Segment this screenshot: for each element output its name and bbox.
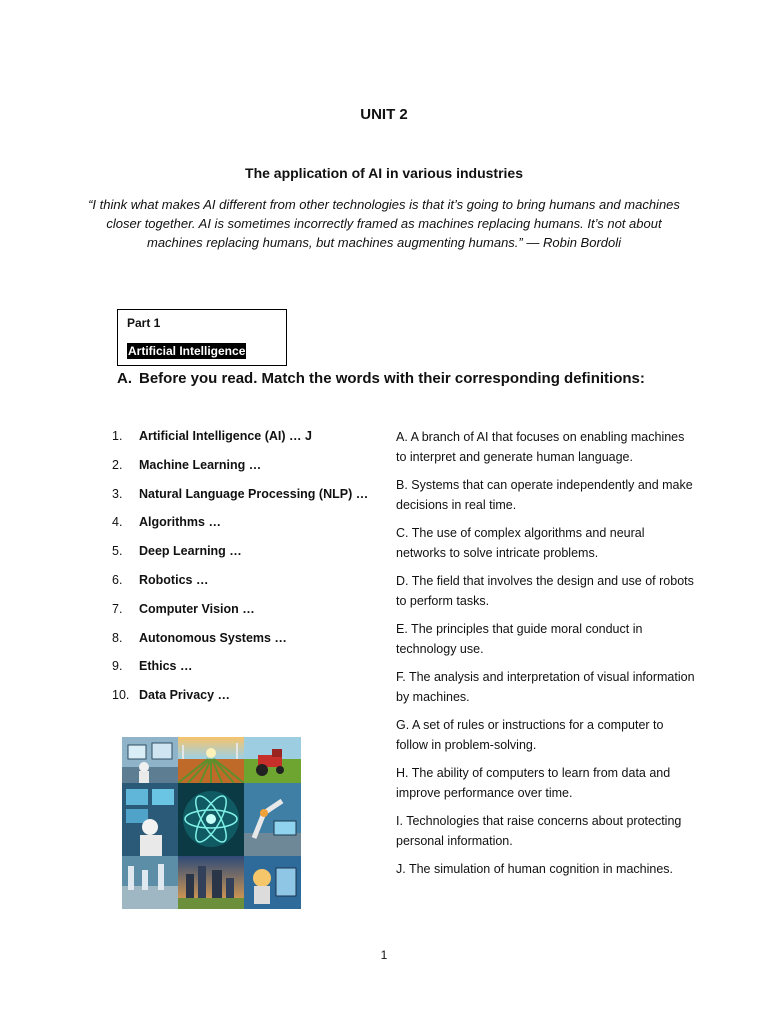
definition-item: G. A set of rules or instructions for a computer to follow in problem-solving.	[396, 718, 664, 752]
term-item	[112, 486, 382, 503]
definition-item: I. Technologies that raise concerns about protecting personal information.	[396, 814, 682, 848]
researcher-screens-image	[122, 783, 178, 856]
page-number: 1	[380, 948, 388, 962]
definition-item: C. The use of complex algorithms and neural networks to solve intricate problems.	[396, 526, 645, 560]
definition-item: H. The ability of computers to learn from data and improve performance over time.	[396, 766, 671, 800]
term-item	[112, 687, 382, 704]
term-number: 1.	[112, 429, 123, 443]
lab-workstation-image	[122, 737, 178, 783]
section-instruction: Before you read. Match the words with their corresponding definitions:	[139, 370, 645, 387]
term-text: Robotics …	[139, 572, 209, 587]
page-title: The application of AI in various industries	[245, 165, 523, 181]
term-number: 5.	[112, 544, 123, 559]
term-item	[112, 428, 382, 445]
term-text: Ethics …	[139, 659, 193, 674]
factory-floor-image	[122, 856, 178, 909]
term-item	[112, 572, 382, 589]
term-number: 6.	[112, 572, 123, 587]
epigraph-quote: “I think what makes AI different from other technologies is that it’s going to bring humans and machines closer together. AI is sometimes incorrectly framed as machines replacing humans. It’s not about machines replacing humans, but machines augmenting humans.” — Robin Bordoli	[88, 197, 680, 250]
definitions-list	[396, 428, 696, 889]
term-item	[112, 543, 382, 560]
term-item	[112, 601, 382, 618]
definition-item: J. The simulation of human cognition in machines.	[396, 862, 674, 876]
ai-industries-collage	[122, 737, 301, 909]
term-number: 7.	[112, 601, 123, 616]
term-number: 8.	[112, 630, 123, 645]
section-a-heading	[117, 370, 645, 387]
robot-lab-image	[244, 856, 301, 909]
term-text: Artificial Intelligence (AI) … J	[139, 429, 312, 443]
ai-atom-image	[178, 783, 244, 856]
definition-item: F. The analysis and interpretation of visual information by machines.	[396, 670, 695, 704]
definition-item: A. A branch of AI that focuses on enabling machines to interpret and generate human language.	[396, 430, 685, 464]
term-text: Autonomous Systems …	[139, 630, 287, 645]
agriculture-field-image	[178, 737, 244, 783]
unit-title: UNIT 2	[360, 106, 408, 123]
part-label: Part 1	[127, 316, 161, 330]
term-number: 2.	[112, 457, 123, 472]
term-number: 10.	[112, 688, 130, 703]
term-item	[112, 514, 382, 531]
smart-city-image	[178, 856, 244, 909]
term-item	[112, 658, 382, 675]
part-topic: Artificial Intelligence	[128, 344, 246, 358]
term-number: 4.	[112, 515, 123, 530]
definition-item: B. Systems that can operate independently and make decisions in real time.	[396, 478, 693, 512]
robot-arm-image	[244, 783, 301, 856]
term-text: Natural Language Processing (NLP) …	[139, 486, 369, 501]
tractor-image	[244, 737, 301, 783]
terms-list	[112, 428, 382, 716]
definition-item: E. The principles that guide moral conduct in technology use.	[396, 622, 643, 656]
term-number: 3.	[112, 486, 123, 501]
section-letter: A.	[117, 370, 132, 387]
definition-item: D. The field that involves the design and use of robots to perform tasks.	[396, 574, 694, 608]
term-text: Data Privacy …	[139, 688, 231, 703]
term-text: Machine Learning …	[139, 457, 262, 472]
term-item	[112, 457, 382, 474]
term-text: Computer Vision …	[139, 601, 255, 616]
term-text: Deep Learning …	[139, 544, 242, 559]
part-box	[117, 309, 287, 366]
term-text: Algorithms …	[139, 515, 221, 530]
term-item	[112, 630, 382, 647]
term-number: 9.	[112, 659, 123, 674]
